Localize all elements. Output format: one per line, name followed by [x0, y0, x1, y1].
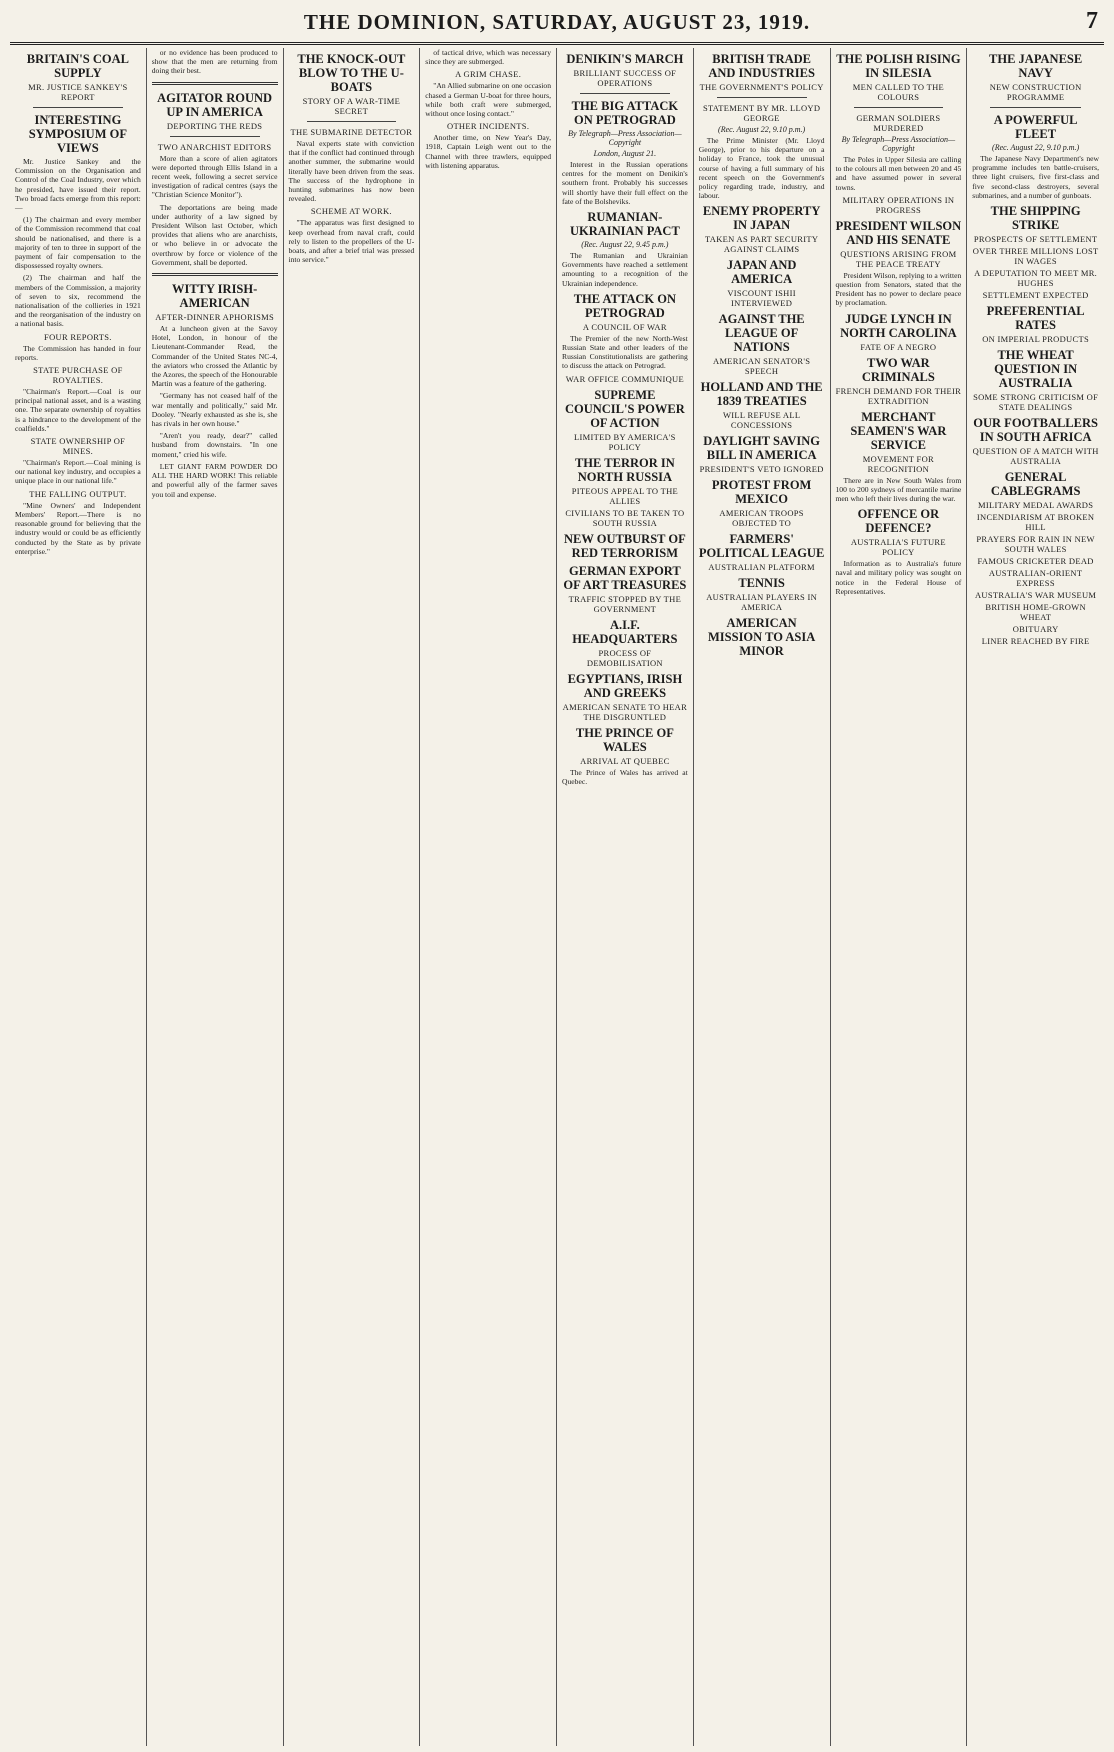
article-paragraph: At a luncheon given at the Savoy Hotel, London, in honour of the Lieutenant-Commander Read, the Commander of the United States NC-4, the aviators who crossed the Atlantic by the Azores, the speech of the Honourable Martin was a feature of the gathering.	[151, 324, 278, 389]
subhead-quebec: ARRIVAL AT QUEBEC	[580, 755, 670, 766]
column-5	[557, 48, 694, 1746]
article-paragraph: President Wilson, replying to a written question from Senators, stated that the President has no power to declare peace by proclamation.	[835, 270, 962, 308]
subhead-wages: OVER THREE MILLIONS LOST IN WAGES	[972, 246, 1099, 267]
headline-prince-of-wales: THE PRINCE OF WALES	[575, 725, 674, 754]
subhead-imperial: ON IMPERIAL PRODUCTS	[982, 334, 1089, 345]
headline-powerful-fleet: A POWERFUL FLEET	[993, 113, 1078, 141]
article-paragraph: Interest in the Russian operations centres for the moment on Denikin's southern front. Probably his successes will shortly have their full effect on the fate of the Bolsheviks.	[562, 160, 688, 206]
article-paragraph: More than a score of alien agitators were deported through Ellis Island in a recent week, following a secret service investigation of radical centres (says the "Christian Science Monitor").	[151, 153, 278, 200]
dateline: (Rec. August 22, 9.10 p.m.)	[718, 125, 806, 134]
subhead-traffic-stopped: TRAFFIC STOPPED BY THE GOVERNMENT	[568, 593, 682, 614]
subhead-security: TAKEN AS PART SECURITY AGAINST CLAIMS	[704, 234, 819, 255]
headline-protest-mexico: PROTEST FROM MEXICO	[711, 478, 812, 507]
column-4	[420, 48, 557, 1746]
dateline: (Rec. August 22, 9.10 p.m.)	[992, 143, 1080, 152]
article-paragraph: The Prince of Wales has arrived at Quebec.	[562, 767, 688, 786]
headline-coal-supply: BRITAIN'S COAL SUPPLY	[26, 52, 129, 80]
headline-enemy-property: ENEMY PROPERTY IN JAPAN	[702, 204, 821, 233]
subhead-match: QUESTION OF A MATCH WITH AUSTRALIA	[972, 446, 1099, 467]
headline-war-criminals: TWO WAR CRIMINALS	[861, 355, 935, 384]
article-paragraph: or no evidence has been produced to show that the men are returning from doing their best.	[151, 48, 278, 76]
headline-rumanian-pact: RUMANIAN-UKRAINIAN PACT	[569, 210, 680, 239]
subhead-sankey-report: MR. JUSTICE SANKEY'S REPORT	[28, 82, 128, 102]
subhead-medal: MILITARY MEDAL AWARDS	[977, 500, 1094, 511]
article-paragraph: The Rumanian and Ukrainian Governments have reached a settlement amounting to a recognition of the Ukrainian independence.	[562, 251, 688, 288]
subhead-senate: AMERICAN SENATE TO HEAR THE DISGRUNTLED	[562, 701, 688, 722]
subhead-piteous-appeal: PITEOUS APPEAL TO THE ALLIES	[571, 485, 679, 506]
subhead-veto: PRESIDENT'S VETO IGNORED	[699, 464, 824, 475]
subhead-anarchist-editors: TWO ANARCHIST EDITORS	[157, 141, 272, 152]
headline-knockout-blow: THE KNOCK-OUT BLOW TO THE U-BOATS	[297, 52, 406, 94]
headline-polish-rising: THE POLISH RISING IN SILESIA	[836, 52, 961, 80]
subhead-express: AUSTRALIAN-ORIENT EXPRESS	[988, 568, 1083, 589]
subhead-prayers: PRAYERS FOR RAIN IN NEW SOUTH WALES	[976, 534, 1095, 555]
headline-agitator-roundup: AGITATOR ROUND UP IN AMERICA	[157, 90, 273, 119]
article-paragraph: "Mine Owners' and Independent Members' Report.—There is no reasonable ground for believing that the industry would or could be as efficiently conducted by the State as by private enterprise."	[15, 500, 141, 556]
headline-art-treasures: GERMAN EXPORT OF ART TREASURES	[563, 563, 687, 592]
article-paragraph: (1) The chairman and every member of the Commission recommend that coal should be nationalised, and there is a majority of ten to three in support of the payment of fair compensation to the dispossessed royalty owners.	[15, 215, 141, 271]
headline-terror-north-russia: THE TERROR IN NORTH RUSSIA	[574, 455, 675, 484]
subhead-concessions: WILL REFUSE ALL CONCESSIONS	[722, 410, 801, 431]
headline-asia-minor: AMERICAN MISSION TO ASIA MINOR	[708, 616, 816, 659]
page-number: 7	[1086, 8, 1098, 34]
subhead-extradition: FRENCH DEMAND FOR THEIR EXTRADITION	[835, 385, 962, 406]
subhead-troops: AMERICAN TROOPS OBJECTED TO	[719, 508, 804, 529]
subhead-demobilisation: PROCESS OF DEMOBILISATION	[586, 647, 663, 668]
masthead	[10, 8, 1104, 45]
article-paragraph: The Prime Minister (Mr. Lloyd George), prior to his departure on a holiday to France, took the unusual course of having a full summary of his recent speech on the Government's policy regarding trade, industry, and labour.	[698, 136, 825, 201]
subhead-cricketer: FAMOUS CRICKETER DEAD	[977, 556, 1094, 567]
headline-aif-headquarters: A.I.F. HEADQUARTERS	[572, 617, 678, 646]
headline-japan-america: JAPAN AND AMERICA	[726, 258, 797, 287]
subhead-german-soldiers: GERMAN SOLDIERS MURDERED	[856, 113, 941, 133]
subhead-deputation: A DEPUTATION TO MEET MR. HUGHES	[974, 268, 1098, 289]
section-heading: STATE OWNERSHIP OF MINES.	[30, 436, 126, 457]
headline-merchant-seamen: MERCHANT SEAMEN'S WAR SERVICE	[850, 409, 947, 452]
subhead-expected: SETTLEMENT EXPECTED	[982, 290, 1089, 301]
article-paragraph: The Commission has handed in four reports.	[15, 343, 141, 362]
headline-attack-petrograd: THE ATTACK ON PETROGRAD	[573, 291, 677, 320]
headline-daylight-saving: DAYLIGHT SAVING BILL IN AMERICA	[703, 434, 821, 463]
section-heading: A GRIM CHASE.	[455, 69, 522, 80]
subhead-brilliant-success: BRILLIANT SUCCESS OF OPERATIONS	[573, 68, 677, 88]
headline-denikins-march: DENIKIN'S MARCH	[566, 52, 684, 66]
subhead-civilians: CIVILIANS TO BE TAKEN TO SOUTH RUSSIA	[565, 507, 685, 528]
article-paragraph: "Chairman's Report.—Coal mining is our national key industry, and occupies a unique place in our national life."	[15, 458, 141, 486]
article-paragraph: The Japanese Navy Department's new programme includes ten battle-cruisers, three light cruisers, five first-class and five second-class destroyers, several submarines, and a number of gunboats.	[972, 154, 1099, 200]
article-paragraph: Mr. Justice Sankey and the Commission on the Organisation and Control of the Coal Industry, over which he presided, have issued their report. Two broad facts emerge from this report:—	[15, 157, 141, 213]
section-heading: OTHER INCIDENTS.	[447, 121, 530, 132]
subhead-lloyd-george: STATEMENT BY MR. LLOYD GEORGE	[702, 103, 821, 123]
article-paragraph: "The apparatus was first designed to keep overhead from naval craft, could rely to listen to the propellers of the U-boats, and after a brief trial was pressed into service."	[288, 218, 415, 265]
subhead-future-policy: AUSTRALIA'S FUTURE POLICY	[850, 537, 946, 558]
headline-holland: HOLLAND AND THE 1839 TREATIES	[700, 380, 823, 409]
subhead-platform: AUSTRALIAN PLATFORM	[708, 562, 815, 573]
section-heading: STATE PURCHASE OF ROYALTIES.	[33, 365, 123, 386]
headline-wilson-senate: PRESIDENT WILSON AND HIS SENATE	[835, 218, 962, 247]
subhead-construction: NEW CONSTRUCTION PROGRAMME	[989, 82, 1082, 102]
headline-japanese-navy: THE JAPANESE NAVY	[989, 52, 1083, 80]
article-paragraph: "Chairman's Report.—Coal is our principal national asset, and is a wasting one. The separate ownership of royalties is a hindrance to the development of the coalfields."	[15, 387, 141, 433]
dateline: London, August 21.	[593, 149, 657, 158]
subhead-deporting: DEPORTING THE REDS	[166, 120, 263, 131]
headline-shipping-strike: THE SHIPPING STRIKE	[990, 204, 1081, 233]
page-columns	[10, 48, 1104, 1746]
subhead-war-time-secret: STORY OF A WAR-TIME SECRET	[302, 96, 401, 116]
dateline: (Rec. August 22, 9.45 p.m.)	[581, 240, 669, 250]
column-6	[694, 48, 831, 1746]
subhead-peace-treaty: QUESTIONS ARISING FROM THE PEACE TREATY	[840, 248, 957, 269]
article-paragraph: (2) The chairman and half the members of the Commission, a majority of seven to six, recommend the nationalisation of the collieries in 1921 and the reorganisation of the industry on a national basis.	[15, 273, 141, 329]
article-paragraph: There are in New South Wales from 100 to 200 sydneys of mercantile marine men who left their lives during the war.	[835, 475, 962, 504]
subhead-liner-fire: LINER REACHED BY FIRE	[981, 636, 1090, 647]
article-paragraph: The Premier of the new North-West Russian State and other leaders of the Russian Constitutionalists are gathering to discuss the attack on Petrograd.	[562, 333, 688, 371]
headline-tennis: TENNIS	[738, 576, 785, 591]
subhead-settlement: PROSPECTS OF SETTLEMENT	[973, 234, 1098, 245]
headline-british-trade: BRITISH TRADE AND INDUSTRIES	[708, 52, 815, 80]
subhead-ishii: VISCOUNT ISHII INTERVIEWED	[727, 288, 796, 309]
headline-judge-lynch: JUDGE LYNCH IN NORTH CAROLINA	[840, 311, 957, 340]
subhead-submarine-detector: THE SUBMARINE DETECTOR	[290, 127, 413, 137]
article-paragraph: Another time, on New Year's Day, 1918, Captain Leigh went out to the Channel with three trawlers, equipped with listening apparatus.	[425, 133, 551, 170]
headline-supreme-council: SUPREME COUNCIL'S POWER OF ACTION	[564, 387, 685, 430]
headline-egyptians-irish: EGYPTIANS, IRISH AND GREEKS	[567, 671, 683, 700]
subhead-wheat: BRITISH HOME-GROWN WHEAT	[985, 602, 1086, 623]
advertisement-text: LET GIANT FARM POWDER DO ALL THE HARD WORK! This reliable and powerful ally of the farmer saves you toil and expense.	[151, 461, 278, 499]
headline-footballers: OUR FOOTBALLERS IN SOUTH AFRICA	[973, 416, 1098, 445]
subhead-council-of-war: A COUNCIL OF WAR	[582, 321, 667, 332]
headline-witty-irish-american: WITTY IRISH-AMERICAN	[171, 282, 258, 311]
subhead-tennis-players: AUSTRALIAN PLAYERS IN AMERICA	[706, 592, 818, 613]
subhead-fate-negro: FATE OF A NEGRO	[860, 341, 937, 352]
column-1	[10, 48, 147, 1746]
credit-line: By Telegraph—Press Association—Copyright	[568, 129, 682, 147]
article-paragraph: Naval experts state with conviction that if the conflict had continued through another summer, the submarine would literally have been driven from the seas. The success of the hydrophone in hunting submarines has now been revealed.	[288, 139, 415, 204]
subhead-aphorisms: AFTER-DINNER APHORISMS	[155, 312, 275, 323]
headline-red-terrorism: NEW OUTBURST OF RED TERRORISM	[563, 531, 686, 560]
subhead-recognition: MOVEMENT FOR RECOGNITION	[862, 453, 934, 474]
subhead-colours: MEN CALLED TO THE COLOURS	[852, 82, 945, 102]
subhead-war-office: WAR OFFICE COMMUNIQUE	[565, 373, 684, 384]
subhead-government-policy: THE GOVERNMENT'S POLICY	[699, 82, 824, 92]
column-8	[967, 48, 1104, 1746]
newspaper-title: THE DOMINION, SATURDAY, AUGUST 23, 1919.	[303, 10, 811, 34]
article-paragraph: The deportations are being made under authority of a law signed by President Wilson last October, which provides that aliens who are anarchists, or who believe in or advocate the overthrow by force or violence of the Government, shall be deported.	[151, 202, 278, 267]
headline-wheat-question: THE WHEAT QUESTION IN AUSTRALIA	[994, 348, 1078, 391]
headline-offence-defence: OFFENCE OR DEFENCE?	[857, 507, 940, 536]
headline-against-league: AGAINST THE LEAGUE OF NATIONS	[718, 312, 805, 355]
column-7	[831, 48, 968, 1746]
section-heading: FOUR REPORTS.	[44, 331, 112, 342]
subhead-obituary: OBITUARY	[1012, 624, 1059, 635]
subhead-war-museum: AUSTRALIA'S WAR MUSEUM	[974, 590, 1097, 601]
article-paragraph: of tactical drive, which was necessary since they are submerged.	[425, 48, 551, 67]
headline-big-attack: THE BIG ATTACK ON PETROGRAD	[571, 99, 679, 127]
article-paragraph: "Germany has not ceased half of the war mentally and politically," said Mr. Dooley. "Nearly exhausted as she is, she has rivals in her own house."	[151, 391, 278, 429]
subhead-senator-speech: AMERICAN SENATOR'S SPEECH	[713, 356, 811, 377]
subhead-military-ops: MILITARY OPERATIONS IN PROGRESS	[842, 194, 955, 215]
article-paragraph: "An Allied submarine on one occasion chased a German U-boat for three hours, while both craft were submerged, without once losing contact."	[425, 81, 551, 119]
headline-symposium: INTERESTING SYMPOSIUM OF VIEWS	[28, 113, 127, 155]
column-2	[147, 48, 284, 1746]
subhead-criticism: SOME STRONG CRITICISM OF STATE DEALINGS	[973, 392, 1099, 413]
article-paragraph: The Poles in Upper Silesia are calling to the colours all men between 20 and 45 and have assumed power in several towns.	[835, 155, 962, 192]
headline-preferential-rates: PREFERENTIAL RATES	[986, 304, 1085, 333]
headline-cablegrams: GENERAL CABLEGRAMS	[990, 470, 1081, 499]
credit-line: By Telegraph—Press Association—Copyright	[841, 135, 956, 153]
section-heading: THE FALLING OUTPUT.	[29, 488, 127, 499]
subhead-broken-hill: INCENDIARISM AT BROKEN HILL	[976, 512, 1095, 533]
headline-farmers-league: FARMERS' POLITICAL LEAGUE	[698, 532, 825, 561]
subhead-america-policy: LIMITED BY AMERICA'S POLICY	[574, 431, 676, 452]
article-paragraph: "Aren't you ready, dear?" called husband from downstairs. "In one moment," cried his wife.	[151, 431, 278, 459]
column-3	[284, 48, 421, 1746]
article-paragraph: Information as to Australia's future naval and military policy was sought on notice in the Federal House of Representatives.	[835, 559, 962, 596]
section-heading: SCHEME AT WORK.	[310, 206, 392, 217]
